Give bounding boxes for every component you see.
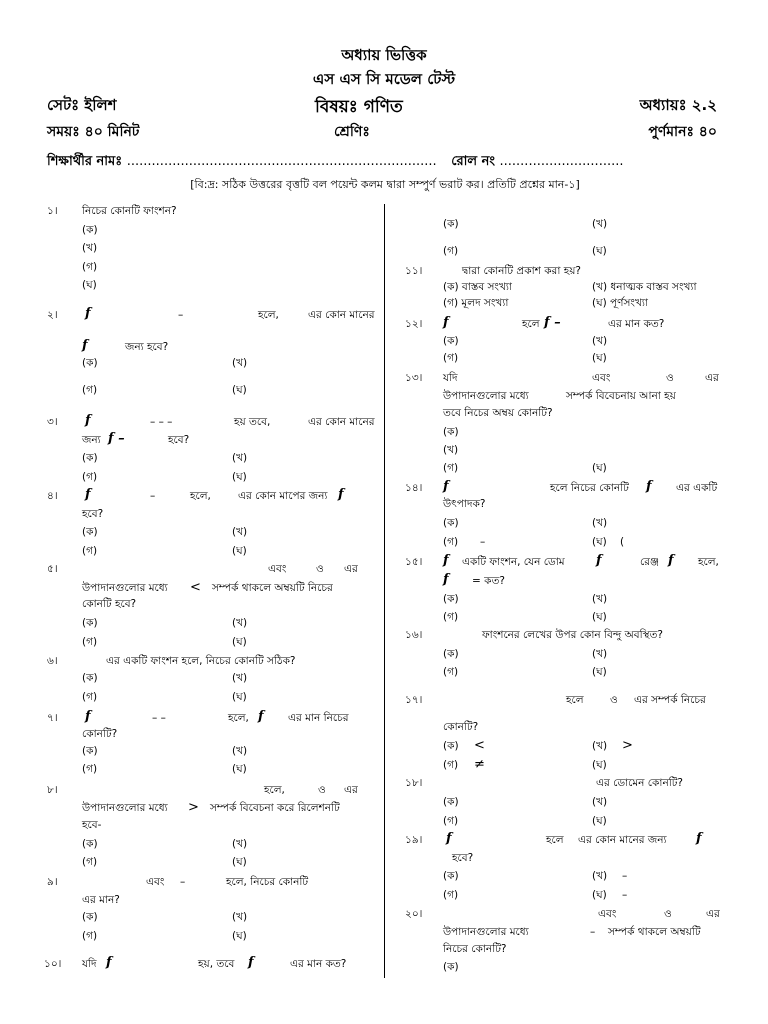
- question-text: জন্য: [82, 434, 101, 446]
- question-text: ও: [318, 784, 326, 796]
- option-kha[interactable]: (খ) ধনাত্মক বাস্তব সংখ্যা: [592, 281, 697, 293]
- option-kha[interactable]: (খ): [232, 617, 248, 629]
- option-ga[interactable]: (গ): [82, 691, 98, 703]
- question-number: ১৮।: [405, 777, 423, 789]
- question-number: ৯।: [47, 876, 58, 888]
- question-text: হয় তবে,: [234, 416, 271, 428]
- question-number: ৪।: [47, 490, 58, 502]
- question-number: ১৪।: [405, 482, 423, 494]
- option-ga[interactable]: (গ): [82, 930, 98, 942]
- option-ka[interactable]: (ক): [443, 593, 459, 605]
- question-text: কোনটি?: [443, 721, 479, 733]
- question-text: এর ডোমেন কোনটি?: [596, 777, 684, 789]
- option-kha[interactable]: (খ): [592, 517, 608, 529]
- option-ga[interactable]: (গ): [82, 261, 98, 273]
- question-number: ২।: [47, 309, 58, 321]
- option-gha[interactable]: (ঘ): [592, 815, 607, 827]
- option-ka[interactable]: (ক): [82, 911, 98, 923]
- option-ga[interactable]: (গ): [443, 611, 459, 623]
- question-text: এর কোন মানের জন্য: [578, 834, 667, 846]
- question-text: এবং: [592, 372, 611, 384]
- question-text: এবং: [146, 876, 165, 888]
- question-text: হলে, নিচের কোনটি: [226, 876, 309, 888]
- subject-label: বিষয়ঃ গণিত: [315, 97, 403, 117]
- option-gha[interactable]: (ঘ): [592, 462, 607, 474]
- question-text: এবং: [598, 908, 617, 920]
- option-ga[interactable]: (গ): [82, 763, 98, 775]
- option-ka[interactable]: (ক): [443, 648, 459, 660]
- option-ga[interactable]: (গ) মূলদ সংখ্যা: [443, 297, 509, 309]
- option-ka[interactable]: (ক): [82, 617, 98, 629]
- question-number: ৬।: [47, 655, 58, 667]
- question-text: এর কোন মাপের জন্য: [238, 490, 328, 502]
- instruction-note: [বি:দ্র: সঠিক উত্তরের বৃত্তটি বল পয়েন্ট কলম দ্বারা সম্পুর্ণ ভরাট কর। প্রতিটি প্রশ্নের মান-১]: [190, 178, 580, 191]
- question-text: এর: [344, 784, 358, 796]
- option-kha[interactable]: (খ): [592, 870, 608, 882]
- question-text: যদি: [443, 372, 458, 384]
- question-text: হবে?: [452, 852, 474, 864]
- exam-heading-line2: এস এস সি মডেল টেস্ট: [312, 70, 456, 88]
- math-operators: – – –: [150, 416, 173, 428]
- question-text: হলে,: [264, 784, 285, 796]
- question-number: ২০।: [405, 908, 423, 920]
- question-text: দ্বারা কোনটি প্রকাশ করা হয়?: [462, 265, 581, 277]
- header-row-1: [47, 94, 717, 116]
- option-ka[interactable]: (ক): [443, 426, 459, 438]
- question-text: হলে: [566, 694, 584, 706]
- option-gha[interactable]: (ঘ): [232, 545, 247, 557]
- option-gha[interactable]: (ঘ): [232, 763, 247, 775]
- question-text: এর একটি: [676, 482, 718, 494]
- roll-label: রোল নং: [451, 154, 495, 169]
- student-name-field[interactable]: ...........................................................................: [126, 154, 437, 169]
- option-ka[interactable]: (ক): [82, 838, 98, 850]
- question-text: হলে: [522, 318, 540, 330]
- option-ka[interactable]: (ক): [82, 672, 98, 684]
- option-kha[interactable]: (খ): [232, 672, 248, 684]
- question-number: ১৭।: [405, 694, 423, 706]
- option-gha[interactable]: (ঘ): [232, 384, 247, 396]
- question-text: হবে?: [82, 508, 104, 520]
- math-operator: ≠: [474, 757, 485, 772]
- math-operator: –: [150, 490, 156, 502]
- question-text: উপাদানগুলোর মধ্যে: [443, 926, 529, 938]
- question-text: সম্পর্ক থাকলে অম্বয়টি: [608, 926, 701, 938]
- option-kha[interactable]: (খ): [592, 218, 608, 230]
- option-gha[interactable]: (ঘ): [232, 691, 247, 703]
- question-text: হবে?: [168, 434, 190, 446]
- option-ka[interactable]: (ক): [443, 870, 459, 882]
- question-text: হলে: [546, 834, 564, 846]
- question-number: ৫।: [47, 563, 58, 575]
- header-row-2: [47, 120, 717, 142]
- question-text: জন্য হবে?: [125, 341, 169, 353]
- math-operator: –: [590, 926, 596, 938]
- option-gha[interactable]: (ঘ): [592, 611, 607, 623]
- function-symbol: f: [85, 413, 91, 428]
- full-marks-label: পুর্ণমানঃ ৪০: [648, 124, 717, 140]
- option-ka[interactable]: (ক): [443, 796, 459, 808]
- question-text: রেঞ্জ: [640, 556, 660, 568]
- column-divider: [384, 204, 385, 978]
- exam-heading-line1: অধ্যায় ভিত্তিক: [341, 46, 427, 64]
- function-symbol: f: [596, 553, 602, 568]
- question-text: এর: [705, 372, 719, 384]
- function-symbol: f: [443, 553, 449, 568]
- question-text: একটি ফাংশন, যেন ডোম: [462, 556, 565, 568]
- option-kha[interactable]: (খ): [592, 740, 608, 752]
- option-ka[interactable]: (ক): [443, 961, 459, 973]
- question-text: এর মান কত?: [608, 318, 665, 330]
- chapter-label: অধ্যায়ঃ ২.২: [639, 96, 717, 114]
- class-label: শ্রেণিঃ: [334, 124, 370, 140]
- option-kha[interactable]: (খ): [592, 796, 608, 808]
- math-operator: –: [622, 870, 628, 882]
- option-ka[interactable]: (ক): [443, 335, 459, 347]
- question-text: ফাংশনের লেখের উপর কোন বিন্দু অবস্থিত?: [482, 629, 663, 641]
- option-ga[interactable]: (গ): [443, 759, 459, 771]
- option-gha[interactable]: (ঘ) পূর্ণসংখ্যা: [592, 297, 648, 309]
- option-ga[interactable]: (গ): [82, 856, 98, 868]
- question-number: ১।: [47, 205, 58, 217]
- option-ka[interactable]: (ক): [82, 526, 98, 538]
- option-gha[interactable]: (ঘ): [592, 759, 607, 771]
- question-text: উপাদানগুলোর মধ্যে: [82, 802, 168, 814]
- math-operator: –: [178, 309, 184, 321]
- option-ga[interactable]: (গ): [82, 545, 98, 557]
- option-gha[interactable]: (ঘ): [592, 352, 607, 364]
- question-text: হলে,: [698, 556, 719, 568]
- function-symbol: f: [85, 306, 91, 321]
- question-text: হলে,: [258, 309, 279, 321]
- function-symbol: f: [82, 338, 88, 353]
- question-text: যদি: [82, 958, 97, 970]
- math-operator: >: [622, 738, 633, 753]
- question-text: এর একটি ফাংশন হলে, নিচের কোনটি সঠিক?: [106, 655, 296, 667]
- math-operators: – –: [152, 712, 166, 724]
- function-symbol: f: [668, 553, 674, 568]
- question-number: ১০।: [44, 958, 62, 970]
- math-operator: <: [474, 738, 485, 753]
- question-text: হলে,: [228, 712, 249, 724]
- option-ga[interactable]: (গ): [443, 536, 459, 548]
- question-number: ৭।: [47, 712, 58, 724]
- question-text: ও: [664, 908, 672, 920]
- option-ga[interactable]: (গ): [443, 815, 459, 827]
- question-text: এর কোন মানের: [308, 309, 375, 321]
- option-gha[interactable]: (ঘ): [232, 856, 247, 868]
- math-operator: >: [188, 800, 199, 815]
- question-text: হলে,: [190, 490, 211, 502]
- function-symbol: f: [446, 831, 452, 846]
- option-ga[interactable]: (গ): [443, 462, 459, 474]
- question-text: এর মান নিচের: [288, 712, 349, 724]
- question-text: এর মান কত?: [290, 958, 347, 970]
- option-ga[interactable]: (গ): [82, 384, 98, 396]
- question-number: ১৫।: [405, 556, 423, 568]
- set-label: সেটঃ ইলিশ: [47, 96, 117, 114]
- option-kha[interactable]: (খ): [592, 335, 608, 347]
- question-number: ১৯।: [405, 834, 423, 846]
- option-ga[interactable]: (গ): [443, 666, 459, 678]
- option-gha[interactable]: (ঘ): [232, 930, 247, 942]
- question-text: ও: [316, 563, 324, 575]
- option-kha[interactable]: (খ): [443, 444, 459, 456]
- question-text: উপাদানগুলোর মধ্যে: [82, 582, 168, 594]
- question-text: হবে-: [82, 819, 102, 831]
- math-operator: –: [622, 889, 628, 901]
- function-symbol: f: [443, 315, 449, 330]
- option-ka[interactable]: (ক): [82, 357, 98, 369]
- function-symbol: f: [338, 487, 344, 502]
- option-ga[interactable]: (গ): [443, 889, 459, 901]
- question-text: এবং: [268, 563, 287, 575]
- option-kha[interactable]: (খ): [232, 838, 248, 850]
- student-name-label: শিক্ষার্থীর নামঃ: [47, 154, 123, 169]
- option-gha[interactable]: (ঘ): [232, 636, 247, 648]
- option-ka[interactable]: (ক): [82, 224, 98, 236]
- function-symbol: f –: [544, 315, 561, 330]
- option-gha[interactable]: (ঘ): [82, 279, 97, 291]
- option-ga[interactable]: (গ): [82, 636, 98, 648]
- function-symbol: f: [696, 831, 702, 846]
- function-symbol: f: [443, 479, 449, 494]
- option-gha[interactable]: (ঘ): [592, 245, 607, 257]
- option-ka[interactable]: (ক): [443, 218, 459, 230]
- question-text: উপাদানগুলোর মধ্যে: [443, 390, 529, 402]
- question-number: ১২।: [405, 318, 423, 330]
- question-text: সম্পর্ক থাকলে অম্বয়টি নিচের: [212, 582, 333, 594]
- function-symbol: f: [106, 955, 112, 970]
- question-text: উৎপাদক?: [443, 498, 486, 510]
- function-symbol: f: [443, 572, 449, 587]
- option-gha[interactable]: (ঘ): [232, 471, 247, 483]
- function-symbol: f: [85, 709, 91, 724]
- question-text: ও: [666, 372, 674, 384]
- option-kha[interactable]: (খ): [232, 745, 248, 757]
- question-text: সম্পর্ক বিবেচনায় আনা হয়: [566, 390, 676, 402]
- roll-field[interactable]: ..............................: [499, 154, 624, 169]
- question-text: = কত?: [472, 575, 505, 587]
- option-ga[interactable]: (গ): [443, 352, 459, 364]
- math-paren: (: [620, 536, 625, 548]
- question-text: তবে নিচের অম্বয় কোনটি?: [443, 407, 553, 419]
- option-kha[interactable]: (খ): [232, 911, 248, 923]
- option-ka[interactable]: (ক): [82, 745, 98, 757]
- question-number: ১১।: [405, 265, 423, 277]
- question-text: কোনটি?: [82, 728, 118, 740]
- question-number: ৩।: [47, 416, 58, 428]
- student-info-row: [47, 152, 717, 173]
- function-symbol: f: [258, 709, 264, 724]
- option-ka[interactable]: (ক): [82, 452, 98, 464]
- question-text: এর কোন মানের: [308, 416, 375, 428]
- question-text: নিচের কোনটি ফাংশন?: [82, 205, 177, 217]
- question-text: হলে নিচের কোনটি: [550, 482, 629, 494]
- question-text: এর মান?: [82, 894, 120, 906]
- math-operator: –: [480, 536, 486, 548]
- question-text: এর সম্পর্ক নিচের: [634, 694, 706, 706]
- option-gha[interactable]: (ঘ): [592, 536, 607, 548]
- question-text: এর: [706, 908, 720, 920]
- option-ga[interactable]: (গ): [443, 245, 459, 257]
- question-text: কোনটি হবে?: [82, 598, 137, 610]
- option-kha[interactable]: (খ): [82, 242, 98, 254]
- option-ga[interactable]: (গ): [82, 471, 98, 483]
- option-kha[interactable]: (খ): [592, 593, 608, 605]
- function-symbol: f: [248, 955, 254, 970]
- question-number: ১৬।: [405, 629, 423, 641]
- function-symbol: f: [646, 479, 652, 494]
- time-label: সময়ঃ ৪০ মিনিট: [47, 124, 140, 140]
- option-ka[interactable]: (ক) বাস্তব সংখ্যা: [443, 281, 512, 293]
- function-symbol: f: [85, 487, 91, 502]
- math-operator: <: [190, 580, 201, 595]
- function-symbol: f –: [108, 431, 125, 446]
- option-gha[interactable]: (ঘ): [592, 666, 607, 678]
- question-text: এর: [344, 563, 358, 575]
- math-operator: –: [180, 876, 186, 888]
- question-number: ১৩।: [405, 372, 423, 384]
- option-kha[interactable]: (খ): [232, 357, 248, 369]
- option-kha[interactable]: (খ): [592, 648, 608, 660]
- option-ka[interactable]: (ক): [443, 517, 459, 529]
- question-text: নিচের কোনটি?: [443, 943, 507, 955]
- option-gha[interactable]: (ঘ): [592, 889, 607, 901]
- question-text: হয়, তবে: [198, 958, 235, 970]
- question-text: সম্পর্ক বিবেচনা করে রিলেশনটি: [210, 802, 340, 814]
- option-kha[interactable]: (খ): [232, 526, 248, 538]
- question-number: ৮।: [47, 784, 58, 796]
- option-kha[interactable]: (খ): [232, 452, 248, 464]
- option-ka[interactable]: (ক): [443, 740, 459, 752]
- question-text: ও: [610, 694, 618, 706]
